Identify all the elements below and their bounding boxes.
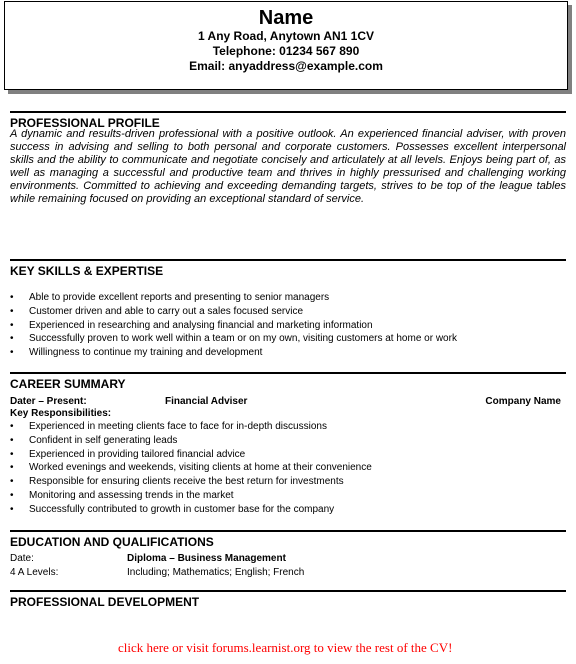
education-label: Date: [10, 553, 34, 564]
email-line: Email: anyaddress@example.com [189, 59, 383, 73]
view-rest-link[interactable]: click here or visit forums.learnist.org to view the rest of the CV! [118, 640, 453, 655]
list-item: • Responsible for ensuring clients receive the best return for investments [10, 475, 566, 489]
list-item: • Successfully proven to work well within a team or on my own, visiting customers at home or work [10, 332, 566, 346]
list-item: • Customer driven and able to carry out a sales focused service [10, 305, 566, 319]
skills-heading: KEY SKILLS & EXPERTISE [10, 259, 566, 278]
responsibilities-list [10, 420, 566, 517]
career-role: Financial Adviser [165, 396, 248, 407]
address-line: 1 Any Road, Anytown AN1 1CV [197, 29, 375, 43]
career-company: Company Name [485, 396, 561, 407]
skills-list [10, 291, 566, 360]
education-value: Diploma – Business Management [127, 553, 286, 564]
list-item: • Experienced in meeting clients face to face for in-depth discussions [10, 420, 566, 434]
career-dates: Dater – Present: [10, 396, 87, 407]
profile-text: A dynamic and results-driven professional with a positive outlook. An experienced financial adviser, with proven success in advising and selling to both personal and corporate customers. Possesses excellent interpersonal skills and the ability to communicate and negotiate concisely and articulately at all levels. Enjoys being part of, as well as managing a successful and productive team and thrives in highly pressurised and challenging working environments. Committed to achieving and exceeding demanding targets, strives to be top of the league tables while remaining focused on providing an exceptional standard of service. [10, 128, 566, 205]
list-item: • Successfully contributed to growth in customer base for the company [10, 503, 566, 517]
list-item: • Worked evenings and weekends, visiting clients at home at their convenience [10, 461, 566, 475]
list-item: • Monitoring and assessing trends in the market [10, 489, 566, 503]
education-label: 4 A Levels: [10, 567, 59, 578]
education-value: Including; Mathematics; English; French [127, 567, 305, 578]
list-item: • Able to provide excellent reports and presenting to senior managers [10, 291, 566, 305]
telephone-line: Telephone: 01234 567 890 [212, 44, 360, 58]
education-heading: EDUCATION AND QUALIFICATIONS [10, 530, 566, 549]
candidate-name: Name [258, 7, 314, 29]
career-heading: CAREER SUMMARY [10, 372, 566, 391]
list-item: • Willingness to continue my training and development [10, 346, 566, 360]
contact-header-box [4, 1, 568, 90]
responsibilities-label: Key Responsibilities: [10, 408, 112, 419]
list-item: • Experienced in providing tailored financial advice [10, 448, 566, 462]
education-row [10, 552, 566, 565]
profile-heading: PROFESSIONAL PROFILE [10, 111, 566, 130]
education-row [10, 566, 566, 579]
list-item: • Confident in self generating leads [10, 434, 566, 448]
development-heading: PROFESSIONAL DEVELOPMENT [10, 590, 566, 609]
list-item: • Experienced in researching and analysing financial and marketing information [10, 319, 566, 333]
